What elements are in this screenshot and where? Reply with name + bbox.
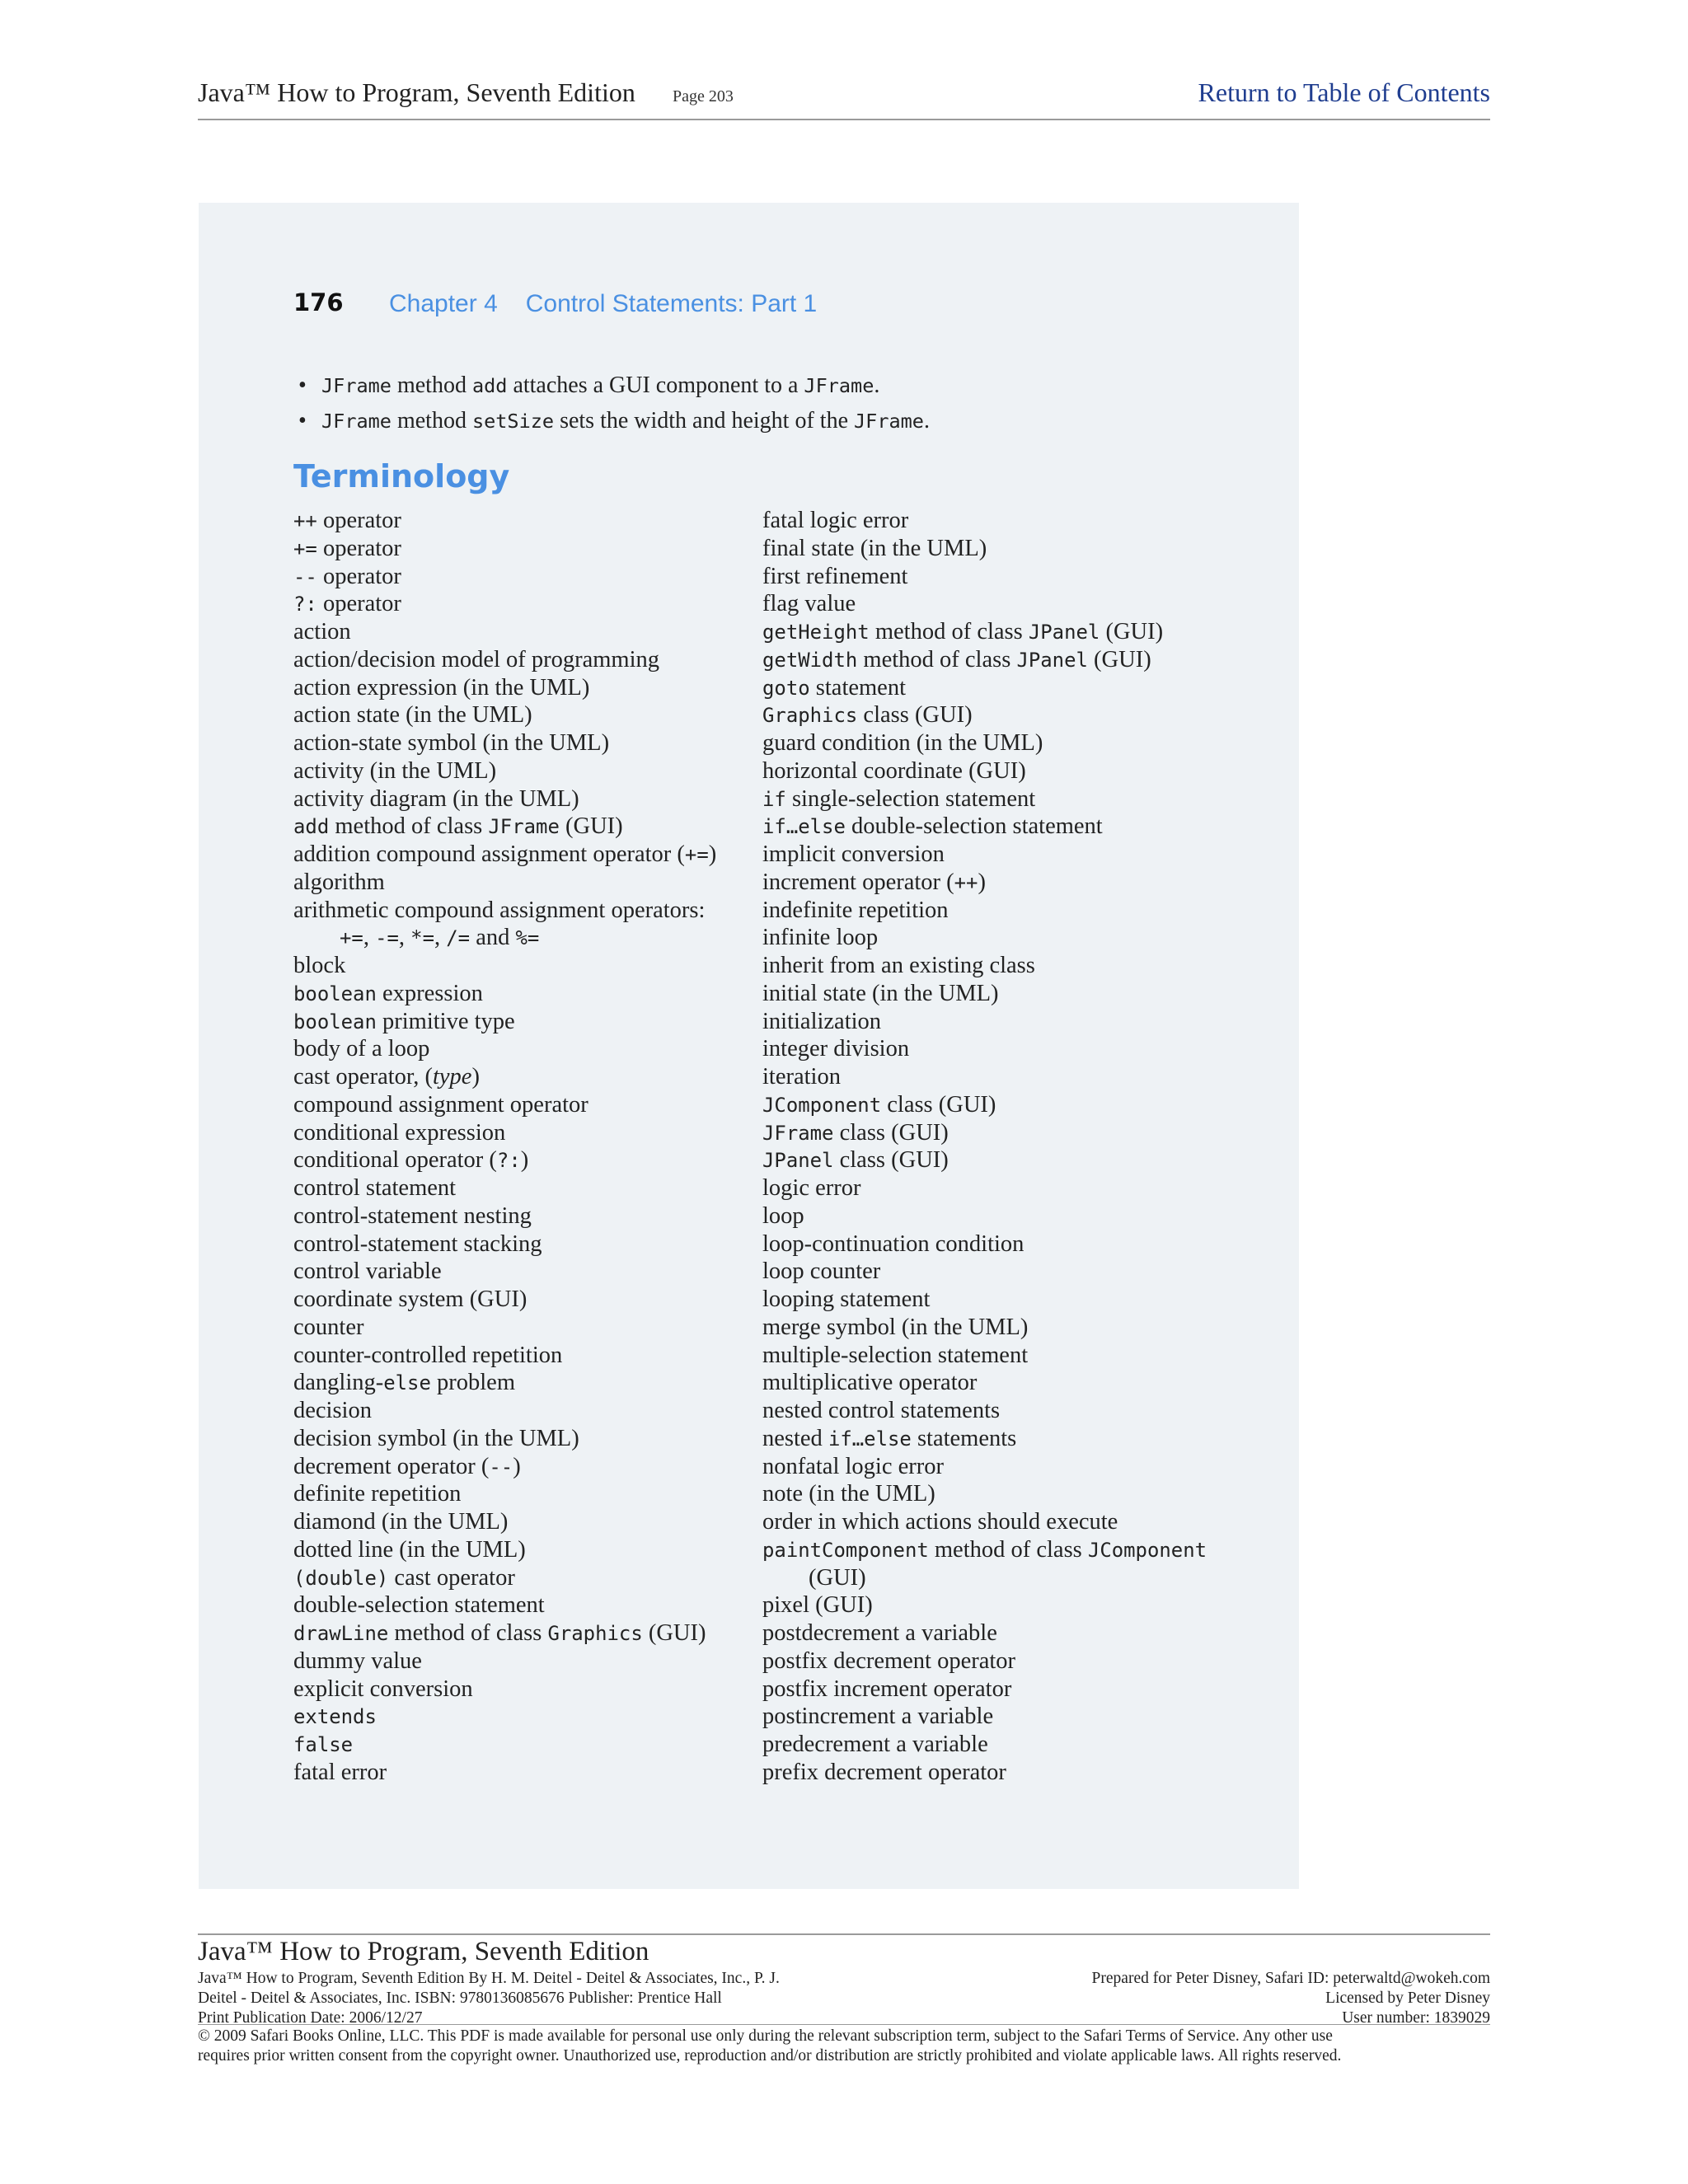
text-run: predecrement a variable — [762, 1732, 988, 1757]
term-item — [293, 1508, 755, 1536]
text-run: dotted line (in the UML) — [293, 1536, 526, 1563]
term-item — [293, 952, 755, 980]
term-item — [293, 1591, 755, 1619]
term-item — [293, 869, 755, 897]
term-item — [293, 1230, 755, 1258]
code-token: JPanel — [1016, 648, 1088, 672]
text-run: operator — [316, 591, 401, 617]
term-item — [762, 813, 1257, 841]
text-run: horizontal coordinate (GUI) — [762, 757, 1026, 784]
code-token: ++ — [293, 509, 317, 532]
code-token: add — [471, 374, 508, 397]
text-run: , — [398, 925, 411, 951]
text-run: algorithm — [293, 869, 385, 895]
term-item — [762, 1564, 1257, 1592]
text-run: guard condition (in the UML) — [762, 730, 1043, 756]
bullet-text — [321, 373, 879, 399]
text-run: method of class — [388, 1620, 548, 1646]
text-run: pixel (GUI) — [762, 1592, 873, 1619]
term-item — [762, 757, 1257, 785]
text-run: final state (in the UML) — [762, 535, 987, 561]
text-run: single-selection statement — [785, 785, 1036, 812]
code-token: -- — [489, 1455, 513, 1479]
code-token: (double) — [293, 1566, 389, 1590]
text-run: statements — [911, 1425, 1017, 1451]
text-run: ) — [513, 1453, 521, 1479]
term-item — [762, 1647, 1257, 1675]
text-run: explicit conversion — [293, 1675, 473, 1702]
text-run: definite repetition — [293, 1481, 462, 1507]
text-run: operator — [316, 563, 401, 589]
text-run: class (GUI) — [833, 1119, 949, 1146]
code-token: %= — [515, 926, 540, 950]
text-run: loop-continuation condition — [762, 1230, 1025, 1257]
text-run: nested — [762, 1425, 828, 1451]
term-item — [762, 869, 1257, 897]
term-item — [293, 674, 755, 702]
text-run: action/decision model of programming — [293, 646, 660, 673]
term-item — [762, 841, 1257, 869]
summary-bullet — [293, 373, 1241, 408]
term-item — [762, 1759, 1257, 1787]
text-run: loop counter — [762, 1258, 881, 1285]
code-token: Graphics — [547, 1622, 643, 1645]
term-item — [762, 1480, 1257, 1508]
term-item — [293, 1174, 755, 1202]
term-item — [293, 1202, 755, 1230]
code-token: JPanel — [1028, 621, 1100, 644]
terminology-list-right — [762, 507, 1257, 1787]
text-run: decision symbol (in the UML) — [293, 1425, 579, 1451]
text-run: (GUI) — [1087, 646, 1151, 673]
code-token: ++ — [954, 870, 978, 894]
code-token: ?: — [293, 593, 317, 616]
term-item — [762, 1063, 1257, 1091]
term-item — [293, 924, 755, 952]
term-item — [293, 563, 755, 591]
code-token: boolean — [293, 1010, 377, 1033]
text-run: ) — [708, 841, 717, 867]
text-run: logic error — [762, 1175, 861, 1201]
text-run: method of class — [329, 813, 489, 840]
term-item — [762, 1703, 1257, 1731]
term-item — [762, 1174, 1257, 1202]
term-item — [293, 1035, 755, 1063]
code-token: add — [293, 815, 330, 839]
term-item — [762, 1342, 1257, 1370]
code-token: JFrame — [804, 374, 874, 397]
text-run: indefinite repetition — [762, 897, 949, 923]
term-item — [762, 729, 1257, 757]
term-item — [762, 1146, 1257, 1174]
code-token: boolean — [293, 982, 377, 1005]
code-token: paintComponent — [762, 1538, 929, 1562]
text-run: prefix decrement operator — [762, 1759, 1006, 1785]
chapter-title-line — [389, 290, 817, 318]
code-token: if…else — [828, 1427, 912, 1451]
text-run: class (GUI) — [881, 1091, 996, 1118]
code-token: JPanel — [762, 1149, 834, 1173]
term-item — [293, 841, 755, 869]
page-label: Page 203 — [673, 87, 734, 105]
term-item — [293, 1063, 755, 1091]
footer-title: Java™ How to Program, Seventh Edition — [198, 1937, 649, 1966]
text-run: sets the width and height of the — [554, 408, 854, 434]
text-run: ) — [520, 1147, 529, 1174]
code-token: else — [383, 1371, 431, 1395]
text-run: infinite loop — [762, 925, 879, 951]
text-run: integer division — [762, 1036, 910, 1062]
term-item — [293, 1397, 755, 1425]
term-item — [762, 1202, 1257, 1230]
term-item — [762, 897, 1257, 925]
text-run: activity diagram (in the UML) — [293, 785, 579, 812]
text-run: action expression (in the UML) — [293, 674, 590, 701]
term-item — [293, 813, 755, 841]
text-run: operator — [316, 535, 401, 561]
term-item — [293, 1453, 755, 1481]
text-run: method of class — [869, 619, 1029, 644]
text-run: order in which actions should execute — [762, 1509, 1118, 1535]
term-item — [762, 563, 1257, 591]
code-token: getWidth — [762, 648, 858, 672]
text-run: statement — [809, 674, 906, 701]
text-run: decision — [293, 1398, 372, 1423]
text-run: control statement — [293, 1175, 457, 1201]
text-run: method of class — [928, 1536, 1088, 1563]
term-item — [762, 980, 1257, 1008]
term-item — [293, 507, 755, 535]
term-item — [762, 1091, 1257, 1119]
code-token: false — [293, 1733, 354, 1756]
term-item — [762, 535, 1257, 563]
text-run: dummy value — [293, 1647, 422, 1674]
text-run: decrement operator ( — [293, 1453, 490, 1479]
term-item — [293, 980, 755, 1008]
code-token: if — [762, 787, 786, 811]
term-item — [762, 1008, 1257, 1036]
term-item — [762, 507, 1257, 535]
text-run: inherit from an existing class — [762, 953, 1035, 978]
code-token: Graphics — [762, 704, 858, 728]
text-run: control variable — [293, 1258, 442, 1285]
code-token: drawLine — [293, 1622, 389, 1645]
text-run: coordinate system (GUI) — [293, 1286, 528, 1312]
term-item — [293, 1675, 755, 1704]
footer-license-line: Licensed by Peter Disney — [1325, 1990, 1490, 2007]
code-token: JComponent — [762, 1093, 882, 1117]
text-run: body of a loop — [293, 1036, 430, 1062]
text-run: nonfatal logic error — [762, 1453, 944, 1479]
term-item — [762, 785, 1257, 813]
term-item — [293, 1480, 755, 1508]
term-item — [293, 1008, 755, 1036]
text-run: control-statement nesting — [293, 1202, 532, 1229]
term-item — [293, 646, 755, 674]
code-token: setSize — [471, 410, 555, 433]
term-item — [762, 1258, 1257, 1286]
text-run: action-state symbol (in the UML) — [293, 730, 610, 756]
term-item — [293, 1091, 755, 1119]
text-run: cast operator, ( — [293, 1064, 433, 1090]
text-run: initial state (in the UML) — [762, 980, 999, 1006]
code-token: JComponent — [1087, 1538, 1207, 1562]
term-item — [762, 1397, 1257, 1425]
text-run: flag value — [762, 591, 856, 617]
text-run: action — [293, 619, 351, 644]
term-item — [762, 1286, 1257, 1314]
text-run: conditional operator ( — [293, 1147, 497, 1174]
text-run: double-selection statement — [293, 1592, 545, 1619]
term-item — [762, 590, 1257, 618]
term-item — [293, 1731, 755, 1759]
text-run: looping statement — [762, 1286, 931, 1312]
term-item — [762, 646, 1257, 674]
code-token: JFrame — [854, 410, 924, 433]
term-item — [293, 1369, 755, 1397]
chapter-title: Control Statements: Part 1 — [525, 290, 818, 317]
page-number: 176 — [293, 288, 344, 316]
footer-info-line: Print Publication Date: 2006/12/27 — [198, 2009, 423, 2027]
term-item — [293, 1619, 755, 1647]
text-run: (GUI) — [1100, 619, 1164, 644]
text-run: method — [391, 408, 472, 434]
term-item — [293, 1759, 755, 1787]
bullet-dot: • — [298, 408, 307, 434]
text-run: (GUI) — [809, 1564, 866, 1591]
term-item — [293, 1258, 755, 1286]
term-item — [762, 701, 1257, 729]
text-run: compound assignment operator — [293, 1091, 588, 1118]
book-title: Java™ How to Program, Seventh Edition — [198, 77, 635, 107]
term-item — [293, 1425, 755, 1453]
code-token: -= — [375, 926, 399, 950]
text-run: . — [923, 408, 930, 434]
code-token: ?: — [496, 1149, 521, 1173]
bullet-dot: • — [298, 373, 307, 398]
text-run: class (GUI) — [833, 1147, 949, 1174]
text-run: (GUI) — [559, 813, 623, 840]
bullet-text — [321, 408, 930, 434]
text-run: fatal logic error — [762, 508, 909, 533]
term-item — [293, 618, 755, 646]
text-run: control-statement stacking — [293, 1230, 542, 1257]
text-run: merge symbol (in the UML) — [762, 1314, 1029, 1340]
summary-bullets — [293, 373, 1241, 443]
text-run: postfix decrement operator — [762, 1647, 1016, 1674]
footer-rule — [198, 2024, 1490, 2025]
text-run: counter-controlled repetition — [293, 1342, 563, 1368]
term-item — [293, 1119, 755, 1147]
term-item — [293, 757, 755, 785]
text-run: cast operator — [388, 1564, 515, 1591]
text-run: implicit conversion — [762, 841, 945, 867]
text-run: first refinement — [762, 563, 908, 589]
term-item — [293, 701, 755, 729]
term-item — [293, 1703, 755, 1731]
text-run: arithmetic compound assignment operators: — [293, 897, 706, 923]
text-run: fatal error — [293, 1759, 387, 1785]
copyright-line: © 2009 Safari Books Online, LLC. This PDF is made available for personal use only during the relevant subscription term, subject to the Safari Terms of Service. Any other use — [198, 2027, 1333, 2045]
text-run: postincrement a variable — [762, 1704, 994, 1730]
italic-text: type — [432, 1064, 472, 1090]
term-item — [762, 1230, 1257, 1258]
text-run: iteration — [762, 1064, 841, 1090]
term-item — [762, 674, 1257, 702]
text-run: , — [434, 925, 447, 951]
footer-license-line: User number: 1839029 — [1342, 2009, 1490, 2027]
text-run: action state (in the UML) — [293, 702, 532, 729]
term-item — [293, 1146, 755, 1174]
term-item — [293, 1342, 755, 1370]
code-token: JFrame — [321, 410, 392, 433]
text-run: counter — [293, 1314, 364, 1340]
text-run: , — [363, 925, 376, 951]
term-item — [762, 1591, 1257, 1619]
term-item — [293, 1647, 755, 1675]
text-run: block — [293, 953, 346, 978]
chapter-label: Chapter 4 — [389, 290, 498, 317]
text-run: method of class — [857, 646, 1017, 673]
code-token: /= — [446, 926, 471, 950]
term-item — [293, 1564, 755, 1592]
term-item — [762, 1536, 1257, 1564]
text-run: and — [470, 925, 516, 951]
term-item — [762, 1453, 1257, 1481]
code-token: += — [684, 843, 709, 866]
footer-rule — [198, 1933, 1490, 1935]
term-item — [293, 785, 755, 813]
text-run: operator — [316, 508, 401, 533]
footer-license-line: Prepared for Peter Disney, Safari ID: peterwaltd@wokeh.com — [1091, 1970, 1490, 1987]
terminology-list-left — [293, 507, 755, 1787]
copyright-line: requires prior written consent from the copyright owner. Unauthorized use, reproduction and/or distribution are strictly prohibited and violate applicable laws. All rights reserved. — [198, 2047, 1342, 2064]
term-item — [293, 535, 755, 563]
code-token: goto — [762, 676, 810, 700]
term-item — [762, 1731, 1257, 1759]
term-item — [762, 1369, 1257, 1397]
term-item — [293, 729, 755, 757]
term-item — [762, 1035, 1257, 1063]
text-run: . — [874, 373, 880, 398]
terminology-heading: Terminology — [293, 458, 510, 494]
code-token: JFrame — [762, 1121, 834, 1145]
term-item — [762, 1675, 1257, 1704]
term-item — [293, 590, 755, 618]
text-run: diamond (in the UML) — [293, 1509, 509, 1535]
text-run: activity (in the UML) — [293, 757, 497, 784]
term-item — [762, 1508, 1257, 1536]
text-run: class (GUI) — [857, 702, 973, 729]
text-run: postfix increment operator — [762, 1675, 1012, 1702]
summary-bullet — [293, 408, 1241, 443]
term-item — [293, 1536, 755, 1564]
text-run: dangling- — [293, 1370, 384, 1396]
code-token: -- — [293, 565, 317, 588]
term-item — [293, 1314, 755, 1342]
term-item — [762, 1619, 1257, 1647]
footer-info-line: Java™ How to Program, Seventh Edition By H. M. Deitel - Deitel & Associates, Inc., P. J. — [198, 1970, 780, 1987]
code-token: += — [293, 537, 317, 560]
footer-info-line: Deitel - Deitel & Associates, Inc. ISBN: 9780136085676 Publisher: Prentice Hall — [198, 1990, 722, 2007]
running-header — [198, 76, 1490, 120]
text-run: expression — [376, 980, 483, 1006]
text-run: multiplicative operator — [762, 1370, 978, 1396]
term-item — [762, 618, 1257, 646]
code-token: getHeight — [762, 621, 870, 644]
term-item — [762, 1119, 1257, 1147]
return-to-toc-link[interactable]: Return to Table of Contents — [1198, 77, 1490, 107]
code-token: if…else — [762, 815, 846, 839]
text-run: method — [391, 373, 472, 398]
text-run: attaches a GUI component to a — [507, 373, 804, 398]
text-run: ) — [978, 869, 986, 895]
code-token: JFrame — [321, 374, 392, 397]
text-run: postdecrement a variable — [762, 1620, 997, 1646]
text-run: primitive type — [376, 1008, 515, 1034]
text-run: addition compound assignment operator ( — [293, 841, 685, 867]
term-item — [762, 1314, 1257, 1342]
text-run: loop — [762, 1202, 804, 1229]
term-item — [762, 924, 1257, 952]
term-item — [293, 1286, 755, 1314]
text-run: multiple-selection statement — [762, 1342, 1029, 1368]
text-run: note (in the UML) — [762, 1481, 935, 1507]
text-run: problem — [430, 1370, 515, 1396]
text-run: initialization — [762, 1008, 882, 1034]
text-run: double-selection statement — [845, 813, 1103, 840]
code-token: *= — [410, 926, 434, 950]
text-run: (GUI) — [642, 1620, 706, 1646]
term-item — [293, 897, 755, 925]
code-token: += — [340, 926, 363, 950]
text-run: ) — [471, 1064, 480, 1090]
code-token: extends — [293, 1705, 377, 1729]
code-token: JFrame — [488, 815, 560, 839]
text-run: nested control statements — [762, 1398, 1001, 1423]
text-run: increment operator ( — [762, 869, 954, 895]
text-run: conditional expression — [293, 1119, 506, 1146]
term-item — [762, 952, 1257, 980]
term-item — [762, 1425, 1257, 1453]
